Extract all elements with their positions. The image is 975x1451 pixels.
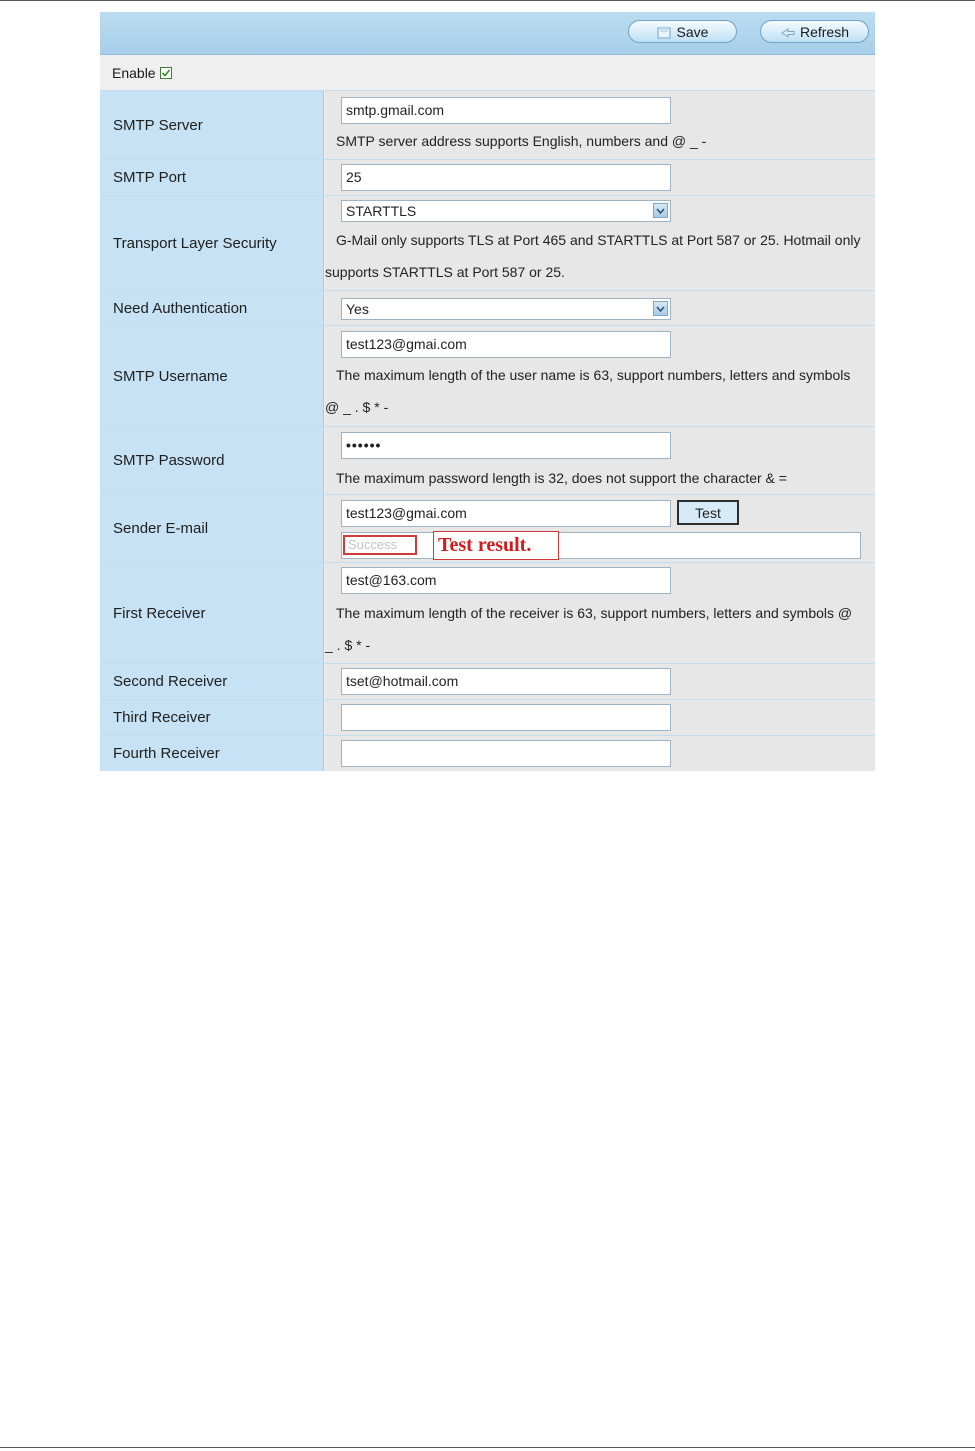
tls-cell — [325, 196, 875, 290]
need-auth-label: Need Authentication — [100, 291, 324, 325]
smtp-username-input[interactable]: test123@gmai.com — [341, 331, 671, 358]
first-receiver-cell — [325, 563, 875, 663]
smtp-port-cell — [325, 160, 875, 195]
second-receiver-cell — [325, 664, 875, 699]
checkmark-icon — [161, 68, 171, 78]
smtp-username-hint-line1: The maximum length of the user name is 63, support numbers, letters and symbols — [336, 367, 851, 383]
fourth-receiver-input[interactable] — [341, 740, 671, 767]
row-smtp-password — [100, 426, 875, 494]
smtp-settings-panel — [100, 12, 875, 771]
sender-email-cell — [325, 495, 875, 562]
toolbar — [100, 12, 875, 55]
tls-hint-line1: G-Mail only supports TLS at Port 465 and STARTTLS at Port 587 or 25. Hotmail only — [336, 232, 861, 248]
enable-checkbox[interactable] — [160, 67, 172, 79]
enable-row — [100, 55, 875, 90]
first-receiver-hint-line1: The maximum length of the receiver is 63, support numbers, letters and symbols @ — [336, 605, 853, 621]
smtp-port-input[interactable]: 25 — [341, 164, 671, 191]
smtp-server-cell — [325, 91, 875, 159]
smtp-password-label: SMTP Password — [100, 427, 324, 494]
save-button[interactable] — [628, 20, 737, 43]
second-receiver-input[interactable]: tset@hotmail.com — [341, 668, 671, 695]
smtp-server-input[interactable]: smtp.gmail.com — [341, 97, 671, 124]
row-tls — [100, 195, 875, 290]
smtp-password-hint: The maximum password length is 32, does not support the character & = — [336, 470, 787, 486]
smtp-server-hint: SMTP server address supports English, numbers and @ _ - — [336, 133, 707, 149]
chevron-down-icon[interactable] — [653, 203, 668, 218]
smtp-username-hint-line2: @ _ . $ * - — [325, 399, 389, 415]
refresh-icon — [780, 26, 794, 38]
smtp-port-label: SMTP Port — [100, 160, 324, 195]
refresh-button[interactable] — [760, 20, 869, 43]
test-result-annotation: Test result. — [433, 531, 559, 560]
need-auth-selected-value: Yes — [346, 301, 369, 317]
test-result-field — [341, 532, 861, 559]
fourth-receiver-cell — [325, 736, 875, 771]
row-need-auth — [100, 290, 875, 325]
first-receiver-hint-line2: _ . $ * - — [325, 637, 371, 653]
smtp-username-label: SMTP Username — [100, 326, 324, 426]
row-second-receiver — [100, 663, 875, 699]
row-third-receiver — [100, 699, 875, 735]
tls-hint-line2: supports STARTTLS at Port 587 or 25. — [325, 264, 565, 280]
second-receiver-label: Second Receiver — [100, 664, 324, 699]
smtp-password-input[interactable]: •••••• — [341, 432, 671, 459]
sender-email-input[interactable]: test123@gmai.com — [341, 500, 671, 527]
third-receiver-cell — [325, 700, 875, 735]
smtp-server-label: SMTP Server — [100, 91, 324, 159]
first-receiver-label: First Receiver — [100, 563, 324, 663]
chevron-down-icon[interactable] — [653, 301, 668, 316]
need-auth-cell — [325, 291, 875, 325]
row-smtp-server — [100, 90, 875, 159]
enable-label: Enable — [112, 64, 156, 81]
row-sender-email — [100, 494, 875, 562]
first-receiver-input[interactable]: test@163.com — [341, 567, 671, 594]
save-icon — [657, 26, 671, 38]
tls-label: Transport Layer Security — [100, 196, 324, 290]
smtp-username-cell — [325, 326, 875, 426]
tls-select[interactable] — [341, 200, 671, 222]
row-fourth-receiver — [100, 735, 875, 771]
test-status-text: Success — [343, 535, 417, 555]
refresh-label: Refresh — [799, 23, 850, 40]
smtp-password-cell — [325, 427, 875, 494]
row-smtp-port — [100, 159, 875, 195]
save-label: Save — [676, 23, 709, 40]
test-button[interactable]: Test — [677, 500, 739, 525]
need-auth-select[interactable] — [341, 298, 671, 320]
page-bottom-rule — [0, 1447, 975, 1448]
fourth-receiver-label: Fourth Receiver — [100, 736, 324, 771]
third-receiver-input[interactable] — [341, 704, 671, 731]
row-smtp-username — [100, 325, 875, 426]
page-top-rule — [0, 0, 975, 1]
third-receiver-label: Third Receiver — [100, 700, 324, 735]
tls-selected-value: STARTTLS — [346, 203, 417, 219]
sender-email-label: Sender E-mail — [100, 495, 324, 562]
row-first-receiver — [100, 562, 875, 663]
